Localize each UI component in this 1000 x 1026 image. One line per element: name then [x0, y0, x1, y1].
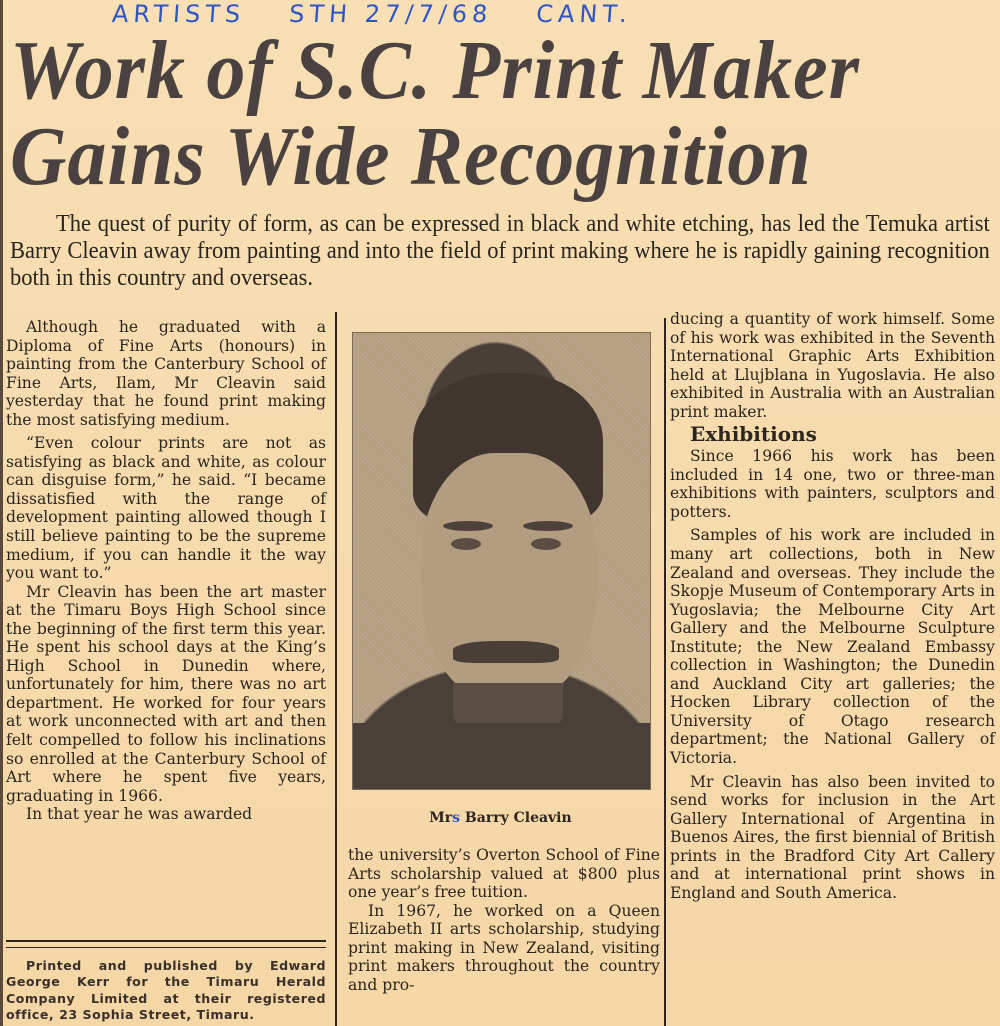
photo-caption — [352, 810, 649, 826]
imprint-divider — [6, 940, 326, 948]
paragraph: Since 1966 his work has been included in 14 one, two or three-man exhibitions with painters, sculptors and potters. — [670, 447, 995, 521]
headline-line-2: Gains Wide Recognition — [10, 110, 812, 203]
column-left — [6, 318, 326, 824]
annotation-date: STH 27/7/68 — [288, 0, 494, 28]
photo-brow-right — [523, 521, 573, 531]
column-middle — [348, 846, 660, 994]
photo-face — [421, 453, 597, 703]
paragraph: “Even colour prints are not as satisfying as black and white, as colour can disguise form,” he said. “I became dissatisfied with the range of development painting allowed though I still believe painting to be the supreme medium, if you can handle it the way you want to.” — [6, 434, 326, 583]
paragraph: In that year he was awarded — [26, 805, 253, 824]
photo-brow-left — [443, 521, 493, 531]
column-right — [670, 310, 995, 902]
column-divider-right — [664, 318, 666, 1026]
photo-shoulders — [353, 723, 650, 789]
annotation-region: CANT. — [535, 0, 633, 28]
paragraph: ducing a quantity of work himself. Some of his work was exhibited in the Seventh International Graphic Arts Exhibition held at Llujblana in Yugoslavia. He also exhibited in Australia with an Australian print maker. — [670, 310, 995, 421]
photo-eye-right — [531, 538, 561, 550]
headline — [10, 24, 926, 203]
paragraph: In 1967, he worked on a Queen Elizabeth II arts scholarship, studying print making in New Zealand, visiting print makers throughout the country and pro- — [348, 901, 660, 994]
column-divider-left — [335, 312, 337, 1026]
paragraph: Mr Cleavin has been the art master at the Timaru Boys High School since the beginning of the first term this year. He spent his school days at the King’s High School in Dunedin where, unfortunately for him, there was no art department. He worked for four years at work unconnected with art and then felt compelled to follow his inclinations so enrolled at the Canterbury School of Art where he spent five years, graduating in 1966. — [6, 582, 326, 805]
photo-mustache — [453, 641, 559, 663]
portrait-photo — [352, 332, 651, 790]
imprint-text: Printed and published by Edward George Kerr for the Timaru Herald Company Limited at their registered office, 23 Sophia Street, Timaru. — [6, 958, 326, 1023]
caption-prefix: Mr — [429, 810, 453, 826]
caption-pen-mark: s — [452, 810, 461, 826]
clipping-edge — [0, 0, 3, 1026]
paragraph: the university’s Overton School of Fine Arts scholarship valued at $800 plus one year’s free tuition. — [348, 846, 660, 902]
paragraph: Mr Cleavin has also been invited to send works for inclusion in the Art Gallery International of Argentina in Buenos Aires, the first biennial of British prints in the Bradford City Art Callery and at international print shows in England and South America. — [670, 772, 995, 902]
caption-name: Barry Cleavin — [460, 810, 572, 826]
photo-eye-left — [451, 538, 481, 550]
headline-line-1: Work of S.C. Print Maker — [10, 24, 860, 117]
annotation-artists: ARTISTS — [111, 0, 247, 28]
intro-paragraph: The quest of purity of form, as can be expressed in black and white etching, has led the Temuka artist Barry Cleavin away from painting and into the field of print making where he is rapidly gaining recognition both in this country and overseas. — [10, 210, 990, 291]
subheading-exhibitions: Exhibitions — [690, 422, 817, 447]
paragraph: Samples of his work are included in many art collections, both in New Zealand and overseas. They include the Skopje Museum of Contemporary Arts in Yugoslavia; the Melbourne City Art Gallery and the Melbourne Sculpture Institute; the New Zealand Embassy collection in Washington; the Dunedin and Auckland City art galleries; the Hocken Library collection of the University of Otago research department; the National Gallery of Victoria. — [670, 526, 995, 768]
paragraph: Although he graduated with a Diploma of Fine Arts (honours) in painting from the Canterbury School of Fine Arts, Ilam, Mr Cleavin said yesterday that he found print making the most satisfying medium. — [6, 318, 326, 429]
publisher-imprint — [6, 958, 326, 1024]
